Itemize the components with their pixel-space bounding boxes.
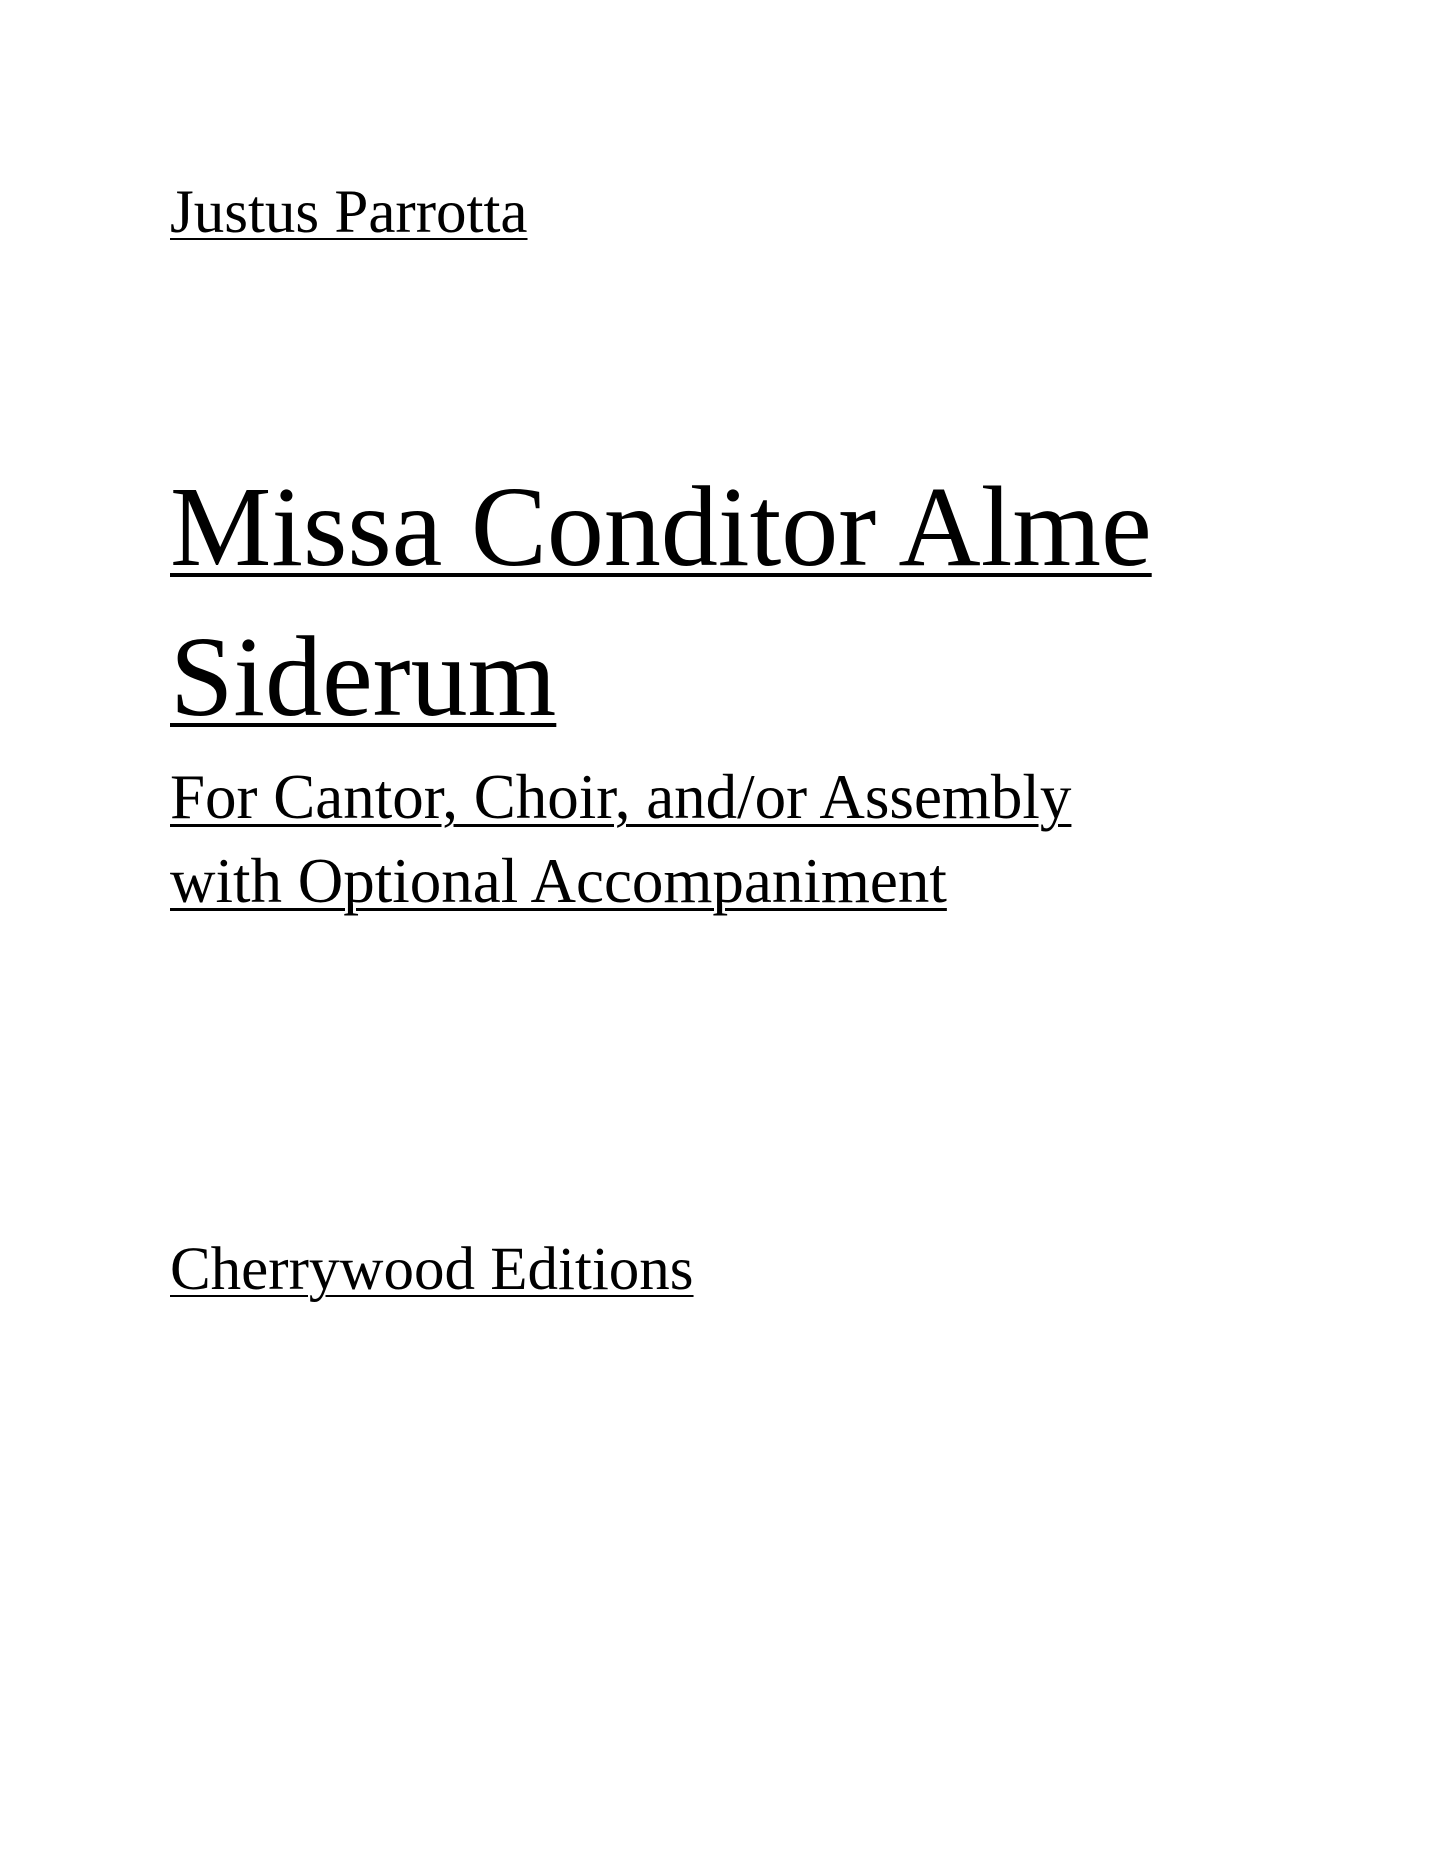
work-subtitle-line-2: with Optional Accompaniment (170, 846, 947, 916)
work-title (170, 452, 1152, 752)
work-title-line-1: Missa Conditor Alme (170, 463, 1152, 590)
publisher-name: Cherrywood Editions (170, 1236, 694, 1303)
work-subtitle (170, 755, 1071, 923)
composer-name: Justus Parrotta (170, 179, 528, 246)
work-subtitle-line-1: For Cantor, Choir, and/or Assembly (170, 762, 1072, 832)
work-title-line-2: Siderum (170, 613, 557, 740)
